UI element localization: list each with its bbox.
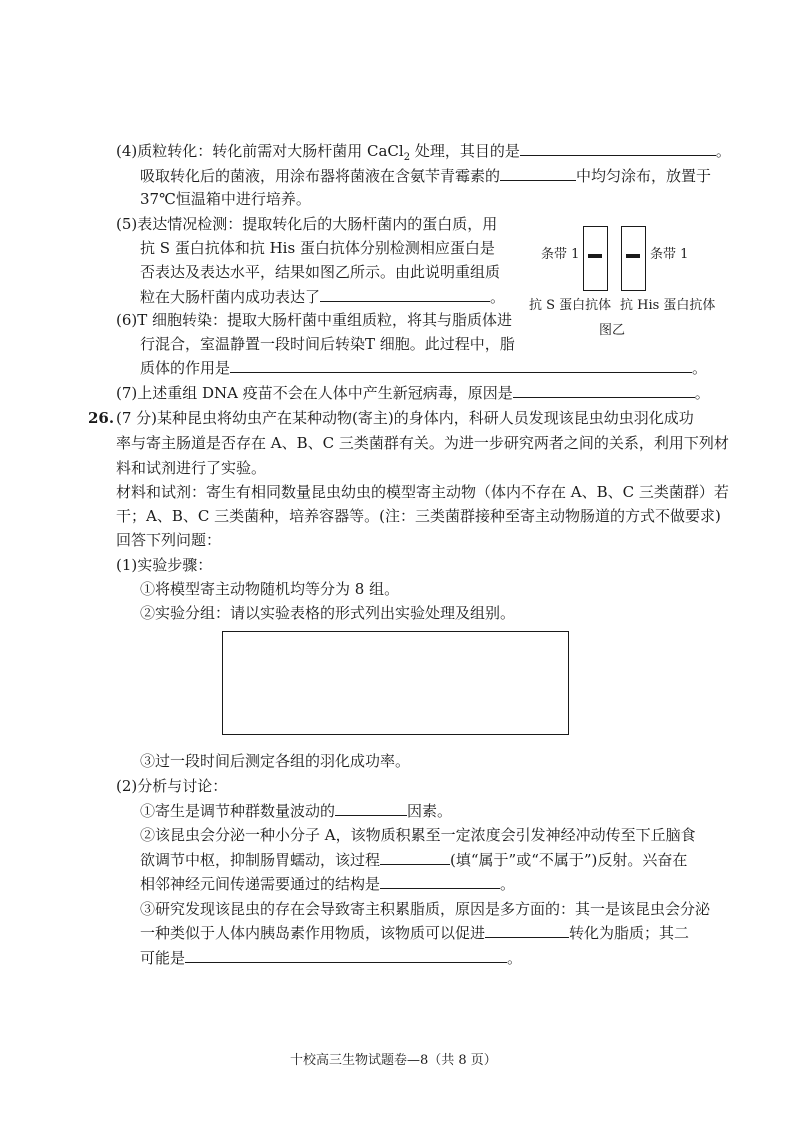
figure-caption-his-antibody: 抗 His 蛋白抗体 [620, 298, 716, 313]
discussion-3-line1: ③研究发现该昆虫的存在会导致寄主积累脂质，原因是多方面的：其一是该昆虫会分泌 [140, 900, 711, 918]
q5-line4-text: 粒在大肠杆菌内成功表达了 [140, 288, 321, 306]
q7-text: (7)上述重组 DNA 疫苗不会在人体中产生新冠病毒，原因是 [116, 384, 513, 402]
q7-end: 。 [694, 384, 710, 402]
materials-line1: 材料和试剂：寄生有相同数量昆虫幼虫的模型寄主动物（体内不存在 A、B、C 三类菌群）若 [116, 483, 729, 501]
q26-line1: (7 分)某种昆虫将幼虫产在某种动物(寄主)的身体内，科研人员发现该昆虫幼虫羽化成功 [116, 409, 694, 427]
blot-strip-his [621, 226, 646, 291]
step-3: ③过一段时间后测定各组的羽化成功率。 [140, 752, 411, 770]
q5-line2: 抗 S 蛋白抗体和抗 His 蛋白抗体分别检测相应蛋白是 [140, 239, 495, 257]
discussion-1-post: 因素。 [407, 802, 453, 820]
answer-blank-q4-medium[interactable] [500, 166, 576, 181]
answer-blank-q6-liposome[interactable] [230, 358, 692, 373]
question-number-26: 26. [88, 409, 115, 427]
q6-line2: 行混合，室温静置一段时间后转染T 细胞。此过程中，脂 [140, 335, 515, 353]
q5-line4 [140, 287, 505, 307]
discussion-2-line2-post: (填“属于”或“不属于”)反射。兴奋在 [450, 851, 688, 869]
q4-line1-end: 。 [715, 142, 731, 160]
q6-line3-text: 质体的作用是 [140, 359, 231, 377]
discussion-heading: (2)分析与讨论： [116, 777, 228, 795]
figure-caption-s-antibody: 抗 S 蛋白抗体 [529, 298, 612, 313]
q5-line4-end: 。 [490, 288, 506, 306]
discussion-3-line3-end: 。 [507, 949, 523, 967]
discussion-2-line3 [140, 874, 515, 894]
q4-line2 [140, 166, 711, 186]
answer-blank-q5-expression[interactable] [320, 287, 490, 302]
discussion-3-line3-text: 可能是 [140, 949, 186, 967]
discussion-3-line2-text: 一种类似于人体内胰岛素作用物质，该物质可以促进 [140, 924, 486, 942]
answer-blank-parasitism-factor[interactable] [335, 801, 407, 816]
q26-line2: 率与寄主肠道是否存在 A、B、C 三类菌群有关。为进一步研究两者之间的关系，利用下列材 [116, 434, 729, 452]
discussion-2-line2 [140, 850, 687, 870]
materials-line2: 干；A、B、C 三类菌种，培养容器等。(注：三类菌群接种至寄主动物肠道的方式不做要求) [116, 507, 721, 525]
q7-line [116, 383, 710, 403]
discussion-2-line2-text: 欲调节中枢，抑制肠胃蠕动，该过程 [140, 851, 381, 869]
step-2: ②实验分组：请以实验表格的形式列出实验处理及组别。 [140, 604, 516, 622]
discussion-2-line3-text: 相邻神经元间传递需要通过的结构是 [140, 875, 381, 893]
blot-band-his [626, 254, 640, 258]
discussion-2-line1: ②该昆虫会分泌一种小分子 A，该物质积累至一定浓度会引发神经冲动传至下丘脑食 [140, 826, 696, 844]
discussion-3-line2-post: 转化为脂质；其二 [569, 924, 690, 942]
q4-line1-text: (4)质粒转化：转化前需对大肠杆菌用 CaCl [116, 142, 404, 160]
step-1: ①将模型寄主动物随机均等分为 8 组。 [140, 580, 400, 598]
discussion-1-text: ①寄生是调节种群数量波动的 [140, 802, 336, 820]
answer-blank-q4-purpose[interactable] [520, 141, 716, 156]
steps-heading: (1)实验步骤： [116, 556, 213, 574]
q26-line3: 料和试剂进行了实验。 [116, 459, 267, 477]
q5-line3: 否表达及表达水平，结果如图乙所示。由此说明重组质 [140, 263, 501, 281]
discussion-3-line3 [140, 948, 522, 968]
table-answer-box[interactable] [222, 631, 569, 735]
answer-blank-synapse[interactable] [380, 874, 500, 889]
discussion-2-line3-end: 。 [500, 875, 516, 893]
q6-line1: (6)T 细胞转染：提取大肠杆菌中重组质粒，将其与脂质体进 [116, 311, 513, 329]
q6-line3-end: 。 [692, 359, 708, 377]
band-label-right: 条带 1 [650, 247, 689, 262]
discussion-3-line2 [140, 923, 689, 943]
answer-blank-reflex[interactable] [380, 850, 450, 865]
figure-title: 图乙 [599, 323, 626, 338]
answer-blank-converted-substance[interactable] [485, 923, 569, 938]
q4-line1-mid: 处理，其目的是 [410, 142, 520, 160]
q5-line1: (5)表达情况检测：提取转化后的大肠杆菌内的蛋白质，用 [116, 215, 498, 233]
q4-line2-text: 吸取转化后的菌液，用涂布器将菌液在含氨苄青霉素的 [140, 167, 501, 185]
discussion-1 [140, 801, 452, 821]
q4-line3: 37℃恒温箱中进行培养。 [140, 190, 311, 208]
answer-prompt: 回答下列问题： [116, 531, 222, 549]
page-footer: 十校高三生物试题卷—8（共 8 页） [290, 1053, 497, 1068]
answer-blank-second-reason[interactable] [185, 948, 507, 963]
blot-band-s [588, 254, 602, 258]
band-label-left: 条带 1 [541, 247, 580, 262]
cacl2-subscript: 2 [403, 152, 411, 163]
q6-line3 [140, 358, 707, 378]
answer-blank-q7-reason[interactable] [513, 383, 695, 398]
q4-line2-post: 中均匀涂布，放置于 [576, 167, 712, 185]
blot-strip-s [583, 226, 608, 291]
q4-line1 [116, 141, 731, 168]
